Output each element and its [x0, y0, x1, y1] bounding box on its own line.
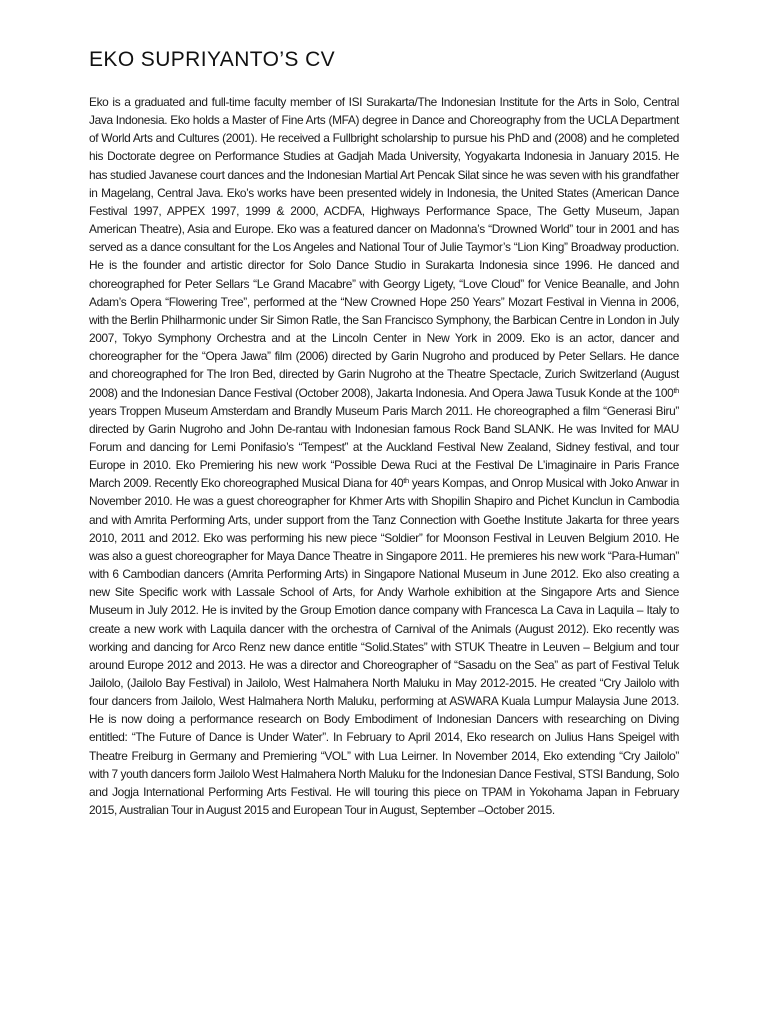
document-title: EKO SUPRIYANTO’S CV [89, 48, 336, 71]
ordinal-superscript-1: th [673, 385, 679, 395]
body-text-part-1: Eko is a graduated and full-time faculty member of ISI Surakarta/The Indonesian Institute for the Arts in Solo, Central Java Indonesia. Eko holds a Master of Fine Arts (MFA) degree in Dance and Choreography from the UCLA Department of World Arts and Cultures (2001). He received a Fullbright scholarship to pursue his PhD and (2008) and he completed his Doctorate degree on Performance Studies at Gadjah Mada University, Yogyakarta Indonesia in January 2015. He has studied Javanese court dances and the Indonesian Martial Art Pencak Silat since he was seven with his grandfather in Magelang, Central Java. Eko’s works have been presented widely in Indonesia, the United States (American Dance Festival 1997, APPEX 1997, 1999 & 2000, ACDFA, Highways Performance Space, The Getty Museum, Japan American Theatre), Asia and Europe. Eko was a featured dancer on Madonna’s “Drowned World” tour in 2001 and has served as a dance consultant for the Los Angeles and National Tour of Julie Taymor’s “Lion King” Broadway production. He is the founder and artistic director for Solo Dance Studio in Surakarta Indonesia since 1996. He danced and choreographed for Peter Sellars “Le Grand Macabre” with Georgy Ligety, “Love Cloud” for Venice Beanalle, and John Adam’s Opera “Flowering Tree”, performed at the “New Crowned Hope 250 Years” Mozart Festival in Vienna in 2006, with the Berlin Philharmonic under Sir Simon Ratle, the San Francisco Symphony, the Barbican Centre in London in July 2007, Tokyo Symphony Orchestra and at the Lincoln Center in New York in 2009. Eko is an actor, dancer and choreographer for the “Opera Jawa” film (2006) directed by Garin Nugroho and produced by Peter Sellars. He dance and choreographed for The Iron Bed, directed by Garin Nugroho at the Theatre Spectacle, Zurich Switzerland (August 2008) and the Indonesian Dance Festival (October 2008), Jakarta Indonesia. And Opera Jawa Tusuk Konde at the 100 [89, 95, 679, 400]
body-text-part-2: years Troppen Museum Amsterdam and Brandly Museum Paris March 2011. He choreographed a film “Generasi Biru” directed by Garin Nugroho and John De-rantau with Indonesian famous Rock Band SLANK. He was Invited for MAU Forum and dancing for Lemi Ponifasio’s “Tempest” at the Auckland Festival New Zealand, Sidney festival, and tour Europe in 2010. Eko Premiering his new work “Possible Dewa Ruci at the Festival De L’imaginaire in Paris France March 2009. Recently Eko choreographed Musical Diana for 40 [89, 403, 679, 491]
body-text-part-3: years Kompas, and Onrop Musical with Joko Anwar in November 2010. He was a guest choreographer for Khmer Arts with Shopilin Shapiro and Pichet Kunclun in Cambodia and with Amrita Performing Arts, under support from the Tanz Connection with Goethe Institute Jakarta for three years 2010, 2011 and 2012. Eko was performing his new piece “Soldier” for Moonson Festival in Leuven Belgium 2010. He was also a guest choreographer for Maya Dance Theatre in Singapore 2011. He premieres his new work “Para-Human” with 6 Cambodian dancers (Amrita Performing Arts) in Singapore National Museum in June 2012. Eko also creating a new Site Specific work with Lassale School of Arts, for Andy Warhole exhibition at the Singapore Arts and Sience Museum in July 2012. He is invited by the Group Emotion dance company with Francesca La Cava in Laquila – Italy to create a new work with Laquila dancer with the orchestra of Carnival of the Animals (August 2012). Eko recently was working and dancing for Arco Renz new dance entitle “Solid.States” with STUK Theatre in Leuven – Belgium and tour around Europe 2012 and 2013. He was a director and Choreographer of “Sasadu on the Sea” as part of Festival Teluk Jailolo, (Jailolo Bay Festival) in Jailolo, West Halmahera North Maluku in May 2012-2015. He created “Cry Jailolo with four dancers from Jailolo, West Halmahera North Maluku, performing at ASWARA Kuala Lumpur Malaysia June 2013. He is now doing a performance research on Body Embodiment of Indonesian Dancers with researching on Diving entitled: “The Future of Dance is Under Water”. In February to April 2014, Eko research on Julius Hans Speigel with Theatre Freiburg in Germany and Premiering “VOL” with Lua Leirner. In November 2014, Eko extending “Cry Jailolo” with 7 youth dancers form Jailolo West Halmahera North Maluku for the Indonesian Dance Festival, STSI Bandung, Solo and Jogja International Performing Arts Festival. He will touring this piece on TPAM in Yokohama Japan in February 2015, Australian Tour in August 2015 and European Tour in August, September –October 2015. [89, 476, 679, 818]
ordinal-superscript-2: th [403, 476, 409, 486]
document-body-paragraph [89, 93, 679, 819]
